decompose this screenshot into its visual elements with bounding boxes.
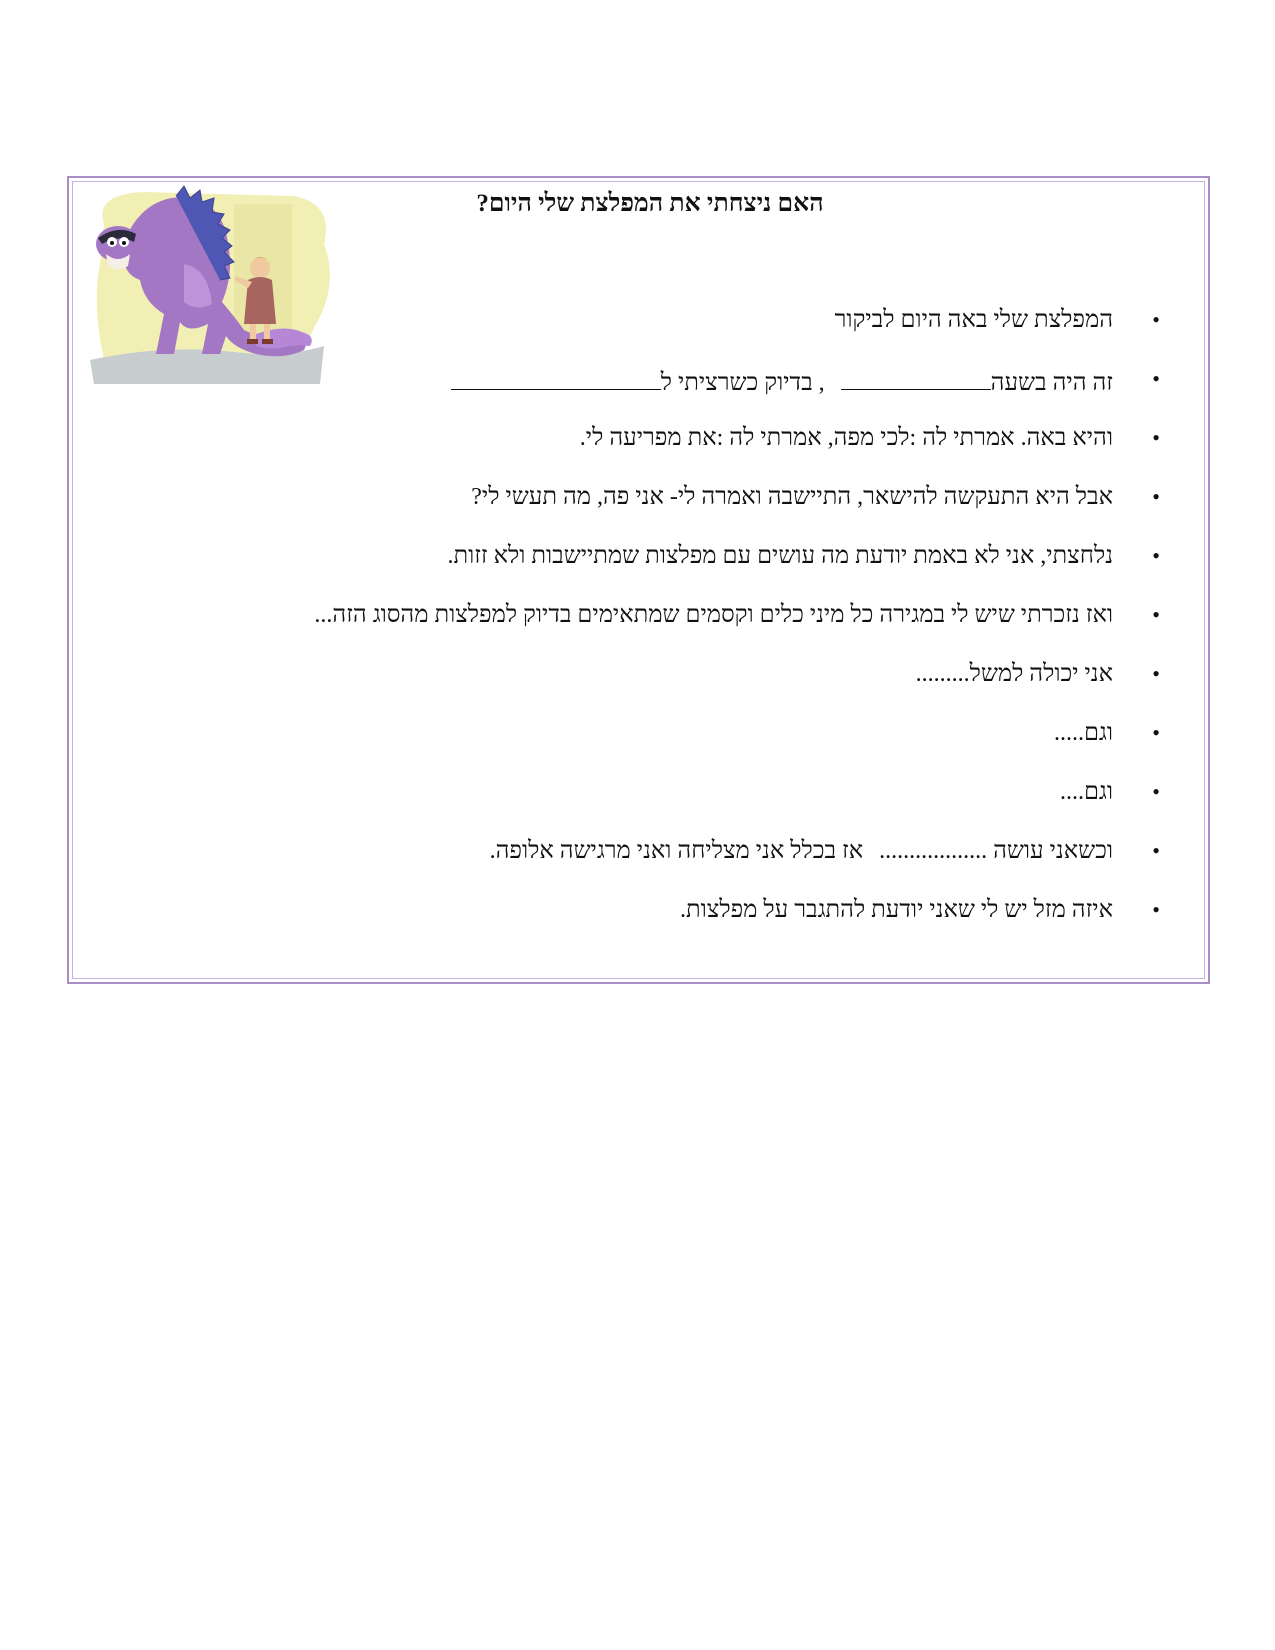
list-item-time-blanks	[120, 359, 1160, 418]
worksheet-lines	[120, 300, 1160, 949]
monster-pupil-left	[110, 241, 114, 245]
worksheet-title: האם ניצחתי את המפלצת שלי היום?	[476, 190, 824, 217]
list-item: • והיא באה. אמרתי לה :לכי מפה, אמרתי לה :את מפריעה לי.	[120, 418, 1160, 477]
monster-pupil-right	[122, 241, 126, 245]
list-item: • וגם.....	[120, 713, 1160, 772]
line-text-middle: , בדיוק כשרציתי ל	[660, 370, 825, 396]
child-head	[250, 258, 270, 278]
list-item: • וגם....	[120, 772, 1160, 831]
list-item: • אבל היא התעקשה להישאר, התיישבה ואמרה לי- אני פה, מה תעשי לי?	[120, 477, 1160, 536]
list-item-split	[120, 831, 1160, 890]
time-blank[interactable]	[841, 359, 991, 390]
line-text-end: אז בכלל אני מצליחה ואני מרגישה אלופה.	[489, 838, 864, 864]
activity-blank[interactable]	[451, 359, 661, 390]
list-item: • ואז נזכרתי שיש לי במגירה כל מיני כלים וקסמים שמתאימים בדיוק למפלצות מהסוג הזה...	[120, 595, 1160, 654]
list-item: • נלחצתי, אני לא באמת יודעת מה עושים עם מפלצות שמתיישבות ולא זזות.	[120, 536, 1160, 595]
list-item: • המפלצת שלי באה היום לביקור	[120, 300, 1160, 359]
list-item: • אני יכולה למשל.........	[120, 654, 1160, 713]
line-text-start: וכשאני עושה ..................	[879, 838, 1113, 864]
line-text-start: זה היה בשעה	[990, 370, 1113, 396]
list-item: • איזה מזל יש לי שאני יודעת להתגבר על מפלצות.	[120, 890, 1160, 949]
